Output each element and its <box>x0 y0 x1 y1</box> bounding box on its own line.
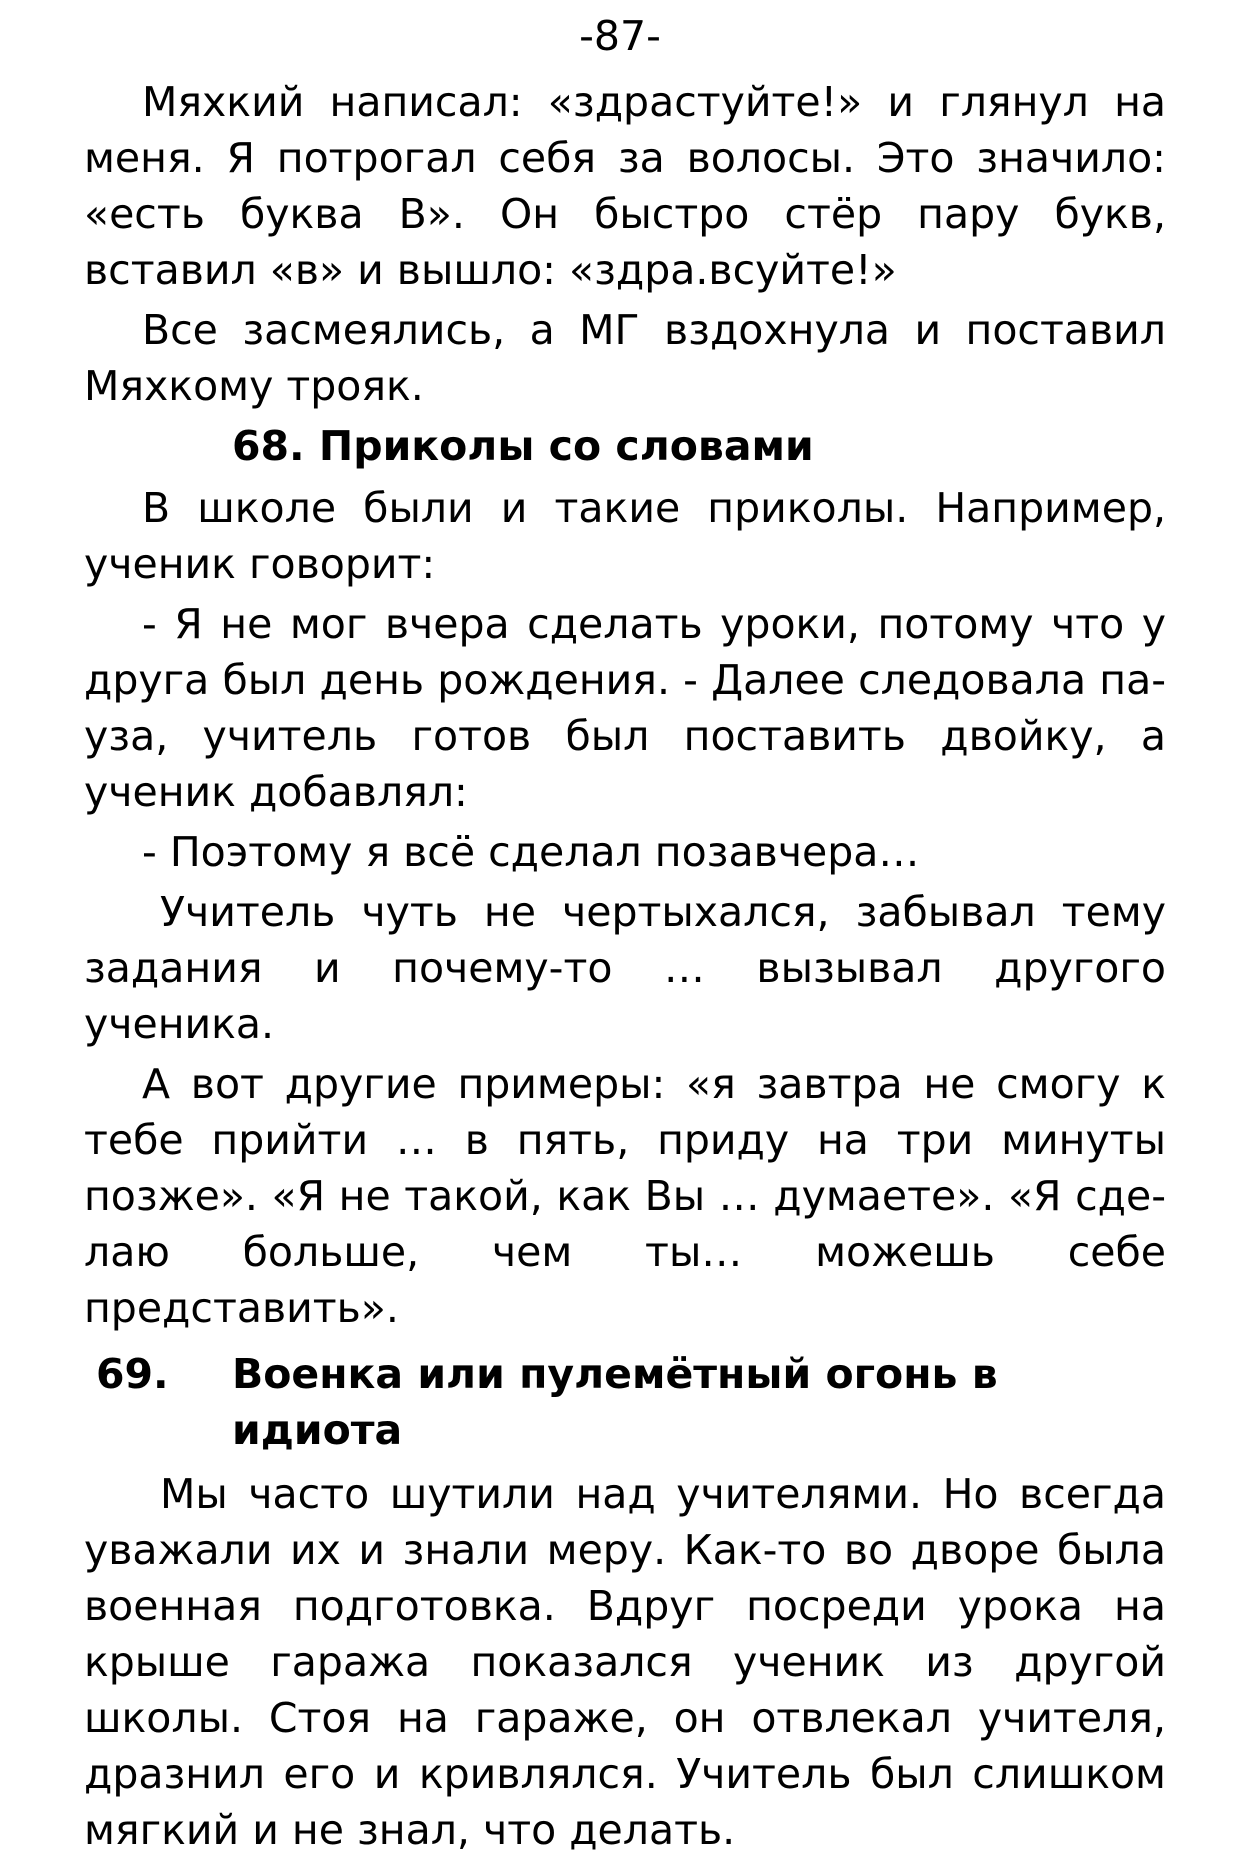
page-number: -87- <box>579 12 661 60</box>
paragraph: Учитель чуть не чертыхался, забывал тему задания и почему-то … вызывал другого ученика. <box>84 888 1166 1048</box>
paragraph: Мы часто шутили над учителями. Но всегда уважали их и знали меру. Как-то во дворе была военная подготовка. Вдруг посреди урока на крыше гаража показался ученик из другой школы. Стоя на гараже, он отвлекал учителя, дразнил его и кривлялся. Учитель был слишком мягкий и не знал, что делать. <box>84 1470 1166 1854</box>
section-number: 69. <box>96 1350 169 1398</box>
page-body <box>84 74 1166 1862</box>
paragraph: - Поэтому я всё сделал позавчера… <box>142 828 920 876</box>
paragraph: Все засмеялись, а МГ вздохнула и поставил Мяхкому трояк. <box>84 306 1166 410</box>
section-heading <box>84 1346 1166 1458</box>
paragraph: - Я не мог вчера сделать уроки, потому что у друга был день рождения. - Далее следовала пауза, учитель готов был поставить двойку, а ученик добавлял: <box>84 600 1166 816</box>
section-title: Военка или пулемётный огонь в идиота <box>232 1350 998 1454</box>
paragraph: В школе были и такие приколы. Например, ученик говорит: <box>84 484 1166 588</box>
paragraph: Мяхкий написал: «здрастуйте!» и глянул на меня. Я потрогал себя за волосы. Это значило: «есть буква В». Он быстро стёр пару букв, вставил «в» и вышло: «здра.всуйте!» <box>84 78 1166 294</box>
paragraph: А вот другие примеры: «я завтра не смогу к тебе прийти … в пять, приду на три минуты позже». «Я не такой, как Вы … думаете». «Я сделаю больше, чем ты… можешь себе представить». <box>84 1060 1166 1332</box>
section-heading: 68. Приколы со словами <box>232 422 814 470</box>
